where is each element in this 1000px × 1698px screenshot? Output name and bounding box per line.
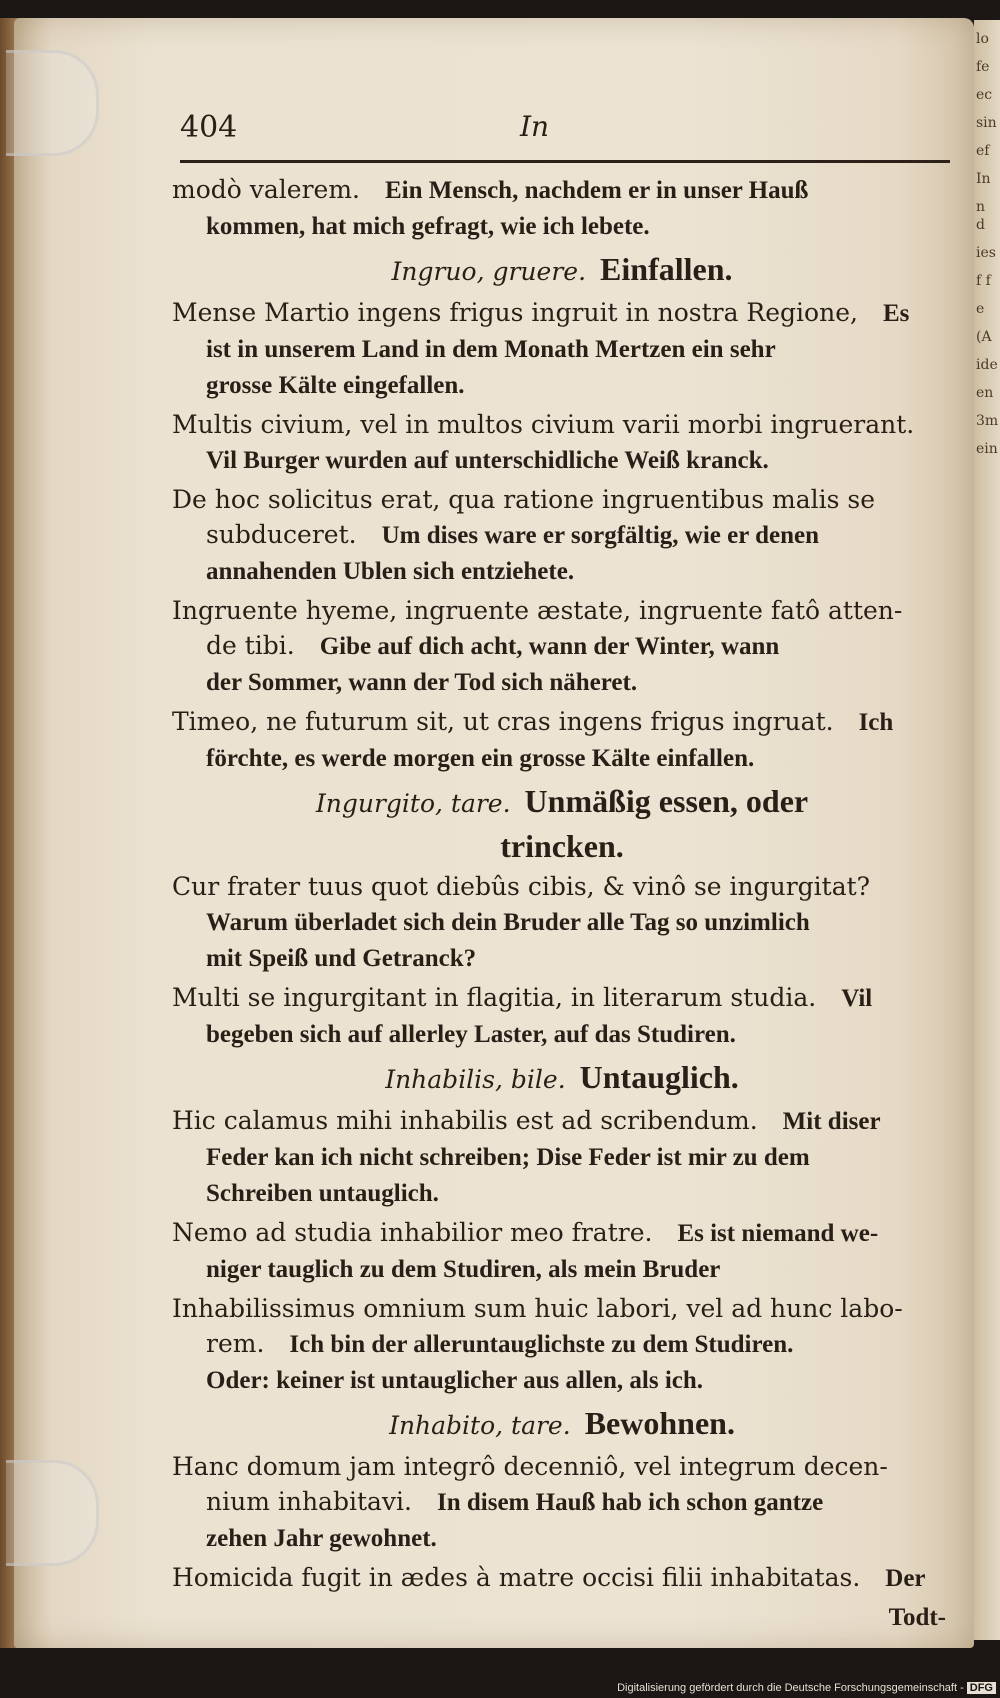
german-text: Gibe auf dich acht, wann der Winter, wann bbox=[319, 633, 780, 660]
page-clip-top bbox=[6, 50, 99, 156]
text-line bbox=[172, 407, 952, 442]
example-entry bbox=[172, 1103, 952, 1211]
lemma-heading bbox=[172, 1056, 952, 1101]
edge-fragment: (A bbox=[976, 329, 992, 345]
german-text: Ein Mensch, nachdem er in unser Hauß bbox=[384, 177, 809, 204]
edge-fragment: f f bbox=[976, 273, 991, 289]
edge-fragment: In bbox=[976, 171, 991, 187]
text-line bbox=[172, 442, 952, 478]
text-line bbox=[172, 593, 952, 628]
credit-text: Digitalisierung gefördert durch die Deutsche Forschungsgemeinschaft - bbox=[617, 1682, 964, 1694]
edge-fragment: ef bbox=[976, 143, 990, 159]
german-text: Vil bbox=[841, 985, 873, 1012]
text-line bbox=[172, 482, 952, 517]
german-text: annahenden Ublen sich entziehete. bbox=[206, 558, 575, 585]
text-line bbox=[172, 1520, 952, 1556]
text-line bbox=[172, 1362, 952, 1398]
text-line bbox=[172, 740, 952, 776]
lemma-heading bbox=[172, 1402, 952, 1447]
lemma-heading bbox=[172, 248, 952, 293]
lemma: Ingruo, gruere. bbox=[391, 257, 587, 286]
text-line bbox=[172, 295, 952, 331]
example-entry bbox=[172, 980, 952, 1052]
latin-text: Hic calamus mihi inhabilis est ad scribendum. bbox=[172, 1106, 758, 1135]
german-text: ist in unserem Land in dem Monath Mertzen ein sehr bbox=[206, 336, 776, 363]
example-entry bbox=[172, 482, 952, 589]
edge-fragment: ein bbox=[976, 441, 998, 457]
page-clip-bottom bbox=[6, 1460, 99, 1566]
dictionary-text bbox=[172, 172, 952, 1635]
lemma-heading bbox=[172, 780, 952, 867]
text-line bbox=[172, 1175, 952, 1211]
german-text: In disem Hauß hab ich schon gantze bbox=[436, 1489, 824, 1516]
german-text: begeben sich auf allerley Laster, auf das Studiren. bbox=[206, 1021, 736, 1048]
edge-fragment: n d bbox=[976, 199, 986, 233]
german-text: Es ist niemand we- bbox=[677, 1220, 879, 1247]
german-text: Der bbox=[885, 1565, 926, 1592]
text-line bbox=[172, 1326, 952, 1362]
example-entry bbox=[172, 869, 952, 976]
edge-fragment: ec bbox=[976, 87, 993, 103]
text-line bbox=[172, 1251, 952, 1287]
text-line bbox=[172, 664, 952, 700]
text-line bbox=[172, 628, 952, 664]
lemma-translation: Bewohnen. bbox=[584, 1405, 735, 1441]
german-text: mit Speiß und Getranck? bbox=[206, 945, 477, 972]
latin-text: Hanc domum jam integrô decenniô, vel integrum decen- bbox=[172, 1452, 888, 1481]
example-entry bbox=[172, 1560, 952, 1596]
text-line bbox=[172, 980, 952, 1016]
text-line bbox=[172, 172, 952, 208]
example-entry bbox=[172, 1449, 952, 1556]
text-line bbox=[172, 1560, 952, 1596]
latin-text: rem. bbox=[206, 1329, 265, 1358]
german-text: förchte, es werde morgen ein grosse Kälte einfallen. bbox=[206, 745, 755, 772]
german-text: niger tauglich zu dem Studiren, als mein Bruder bbox=[206, 1256, 721, 1283]
german-text: Schreiben untauglich. bbox=[206, 1180, 439, 1207]
example-entry bbox=[172, 295, 952, 403]
latin-text: de tibi. bbox=[206, 631, 295, 660]
text-line bbox=[172, 553, 952, 589]
german-text: Vil Burger wurden auf unterschidliche Weiß kranck. bbox=[206, 447, 769, 474]
text-line bbox=[172, 1484, 952, 1520]
text-line bbox=[172, 331, 952, 367]
latin-text: De hoc solicitus erat, qua ratione ingruentibus malis se bbox=[172, 485, 875, 514]
catchword: Todt- bbox=[888, 1604, 946, 1631]
example-entry bbox=[172, 1291, 952, 1398]
text-line bbox=[172, 208, 952, 244]
edge-fragment: 3m bbox=[976, 413, 999, 429]
latin-text: Multi se ingurgitant in flagitia, in literarum studia. bbox=[172, 983, 817, 1012]
lemma-translation: Unmäßig essen, oder bbox=[524, 783, 809, 819]
example-entry bbox=[172, 172, 952, 244]
latin-text: Nemo ad studia inhabilior meo fratre. bbox=[172, 1218, 653, 1247]
text-line bbox=[172, 1215, 952, 1251]
edge-fragment: ide bbox=[976, 357, 998, 373]
german-text: Warum überladet sich dein Bruder alle Tag so unzimlich bbox=[206, 909, 810, 936]
german-text: der Sommer, wann der Tod sich näheret. bbox=[206, 669, 638, 696]
text-line bbox=[172, 704, 952, 740]
latin-text: modò valerem. bbox=[172, 175, 360, 204]
latin-text: Mense Martio ingens frigus ingruit in nostra Regione, bbox=[172, 298, 858, 327]
example-entry bbox=[172, 593, 952, 700]
text-line bbox=[172, 1139, 952, 1175]
text-line bbox=[172, 1449, 952, 1484]
latin-text: Ingruente hyeme, ingruente æstate, ingruente fatô atten- bbox=[172, 596, 903, 625]
german-text: kommen, hat mich gefragt, wie ich lebete. bbox=[206, 213, 650, 240]
lemma-translation-cont: trincken. bbox=[500, 828, 624, 864]
edge-fragment: fe bbox=[976, 59, 990, 75]
text-line bbox=[172, 940, 952, 976]
german-text: grosse Kälte eingefallen. bbox=[206, 372, 465, 399]
german-text: Ich bin der alleruntauglichste zu dem Studiren. bbox=[289, 1331, 794, 1358]
example-entry bbox=[172, 704, 952, 776]
page-number: 404 bbox=[180, 110, 238, 145]
lemma-translation: Einfallen. bbox=[600, 251, 733, 287]
edge-fragment: sin bbox=[976, 115, 997, 131]
german-text: Mit diser bbox=[782, 1108, 881, 1135]
german-text: Ich bbox=[858, 709, 894, 736]
lemma: Inhabito, tare. bbox=[389, 1411, 571, 1440]
german-text: Feder kan ich nicht schreiben; Dise Feder ist mir zu dem bbox=[206, 1144, 810, 1171]
latin-text: subduceret. bbox=[206, 520, 357, 549]
lemma: Ingurgito, tare. bbox=[315, 789, 511, 818]
german-text: zehen Jahr gewohnet. bbox=[206, 1525, 437, 1552]
example-entry bbox=[172, 1215, 952, 1287]
text-line bbox=[172, 904, 952, 940]
digitization-credit bbox=[617, 1682, 996, 1694]
lemma-translation: Untauglich. bbox=[579, 1059, 739, 1095]
latin-text: Cur frater tuus quot diebûs cibis, & vinô se ingurgitat? bbox=[172, 872, 871, 901]
text-line bbox=[172, 1016, 952, 1052]
text-line bbox=[172, 1103, 952, 1139]
text-line bbox=[172, 1291, 952, 1326]
german-text: Um dises ware er sorgfältig, wie er denen bbox=[381, 522, 820, 549]
dfg-logo: DFG bbox=[967, 1682, 996, 1694]
edge-fragment: e bbox=[976, 301, 985, 317]
edge-fragment: ies bbox=[976, 245, 996, 261]
edge-fragment: en bbox=[976, 385, 994, 401]
text-line bbox=[172, 367, 952, 403]
latin-text: Inhabilissimus omnium sum huic labori, vel ad hunc labo- bbox=[172, 1294, 903, 1323]
text-line bbox=[172, 517, 952, 553]
example-entry bbox=[172, 407, 952, 478]
page-header bbox=[180, 110, 950, 163]
german-text: Oder: keiner ist untauglicher aus allen, als ich. bbox=[206, 1367, 704, 1394]
latin-text: Multis civium, vel in multos civium varii morbi ingruerant. bbox=[172, 410, 915, 439]
latin-text: nium inhabitavi. bbox=[206, 1487, 412, 1516]
edge-fragment: lo bbox=[976, 31, 989, 47]
latin-text: Homicida fugit in ædes à matre occisi filii inhabitatas. bbox=[172, 1563, 861, 1592]
facing-page-edge bbox=[974, 20, 1000, 1640]
lemma: Inhabilis, bile. bbox=[385, 1065, 566, 1094]
running-head: In bbox=[520, 110, 550, 143]
german-text: Es bbox=[882, 300, 910, 327]
text-line bbox=[172, 869, 952, 904]
latin-text: Timeo, ne futurum sit, ut cras ingens frigus ingruat. bbox=[172, 707, 834, 736]
